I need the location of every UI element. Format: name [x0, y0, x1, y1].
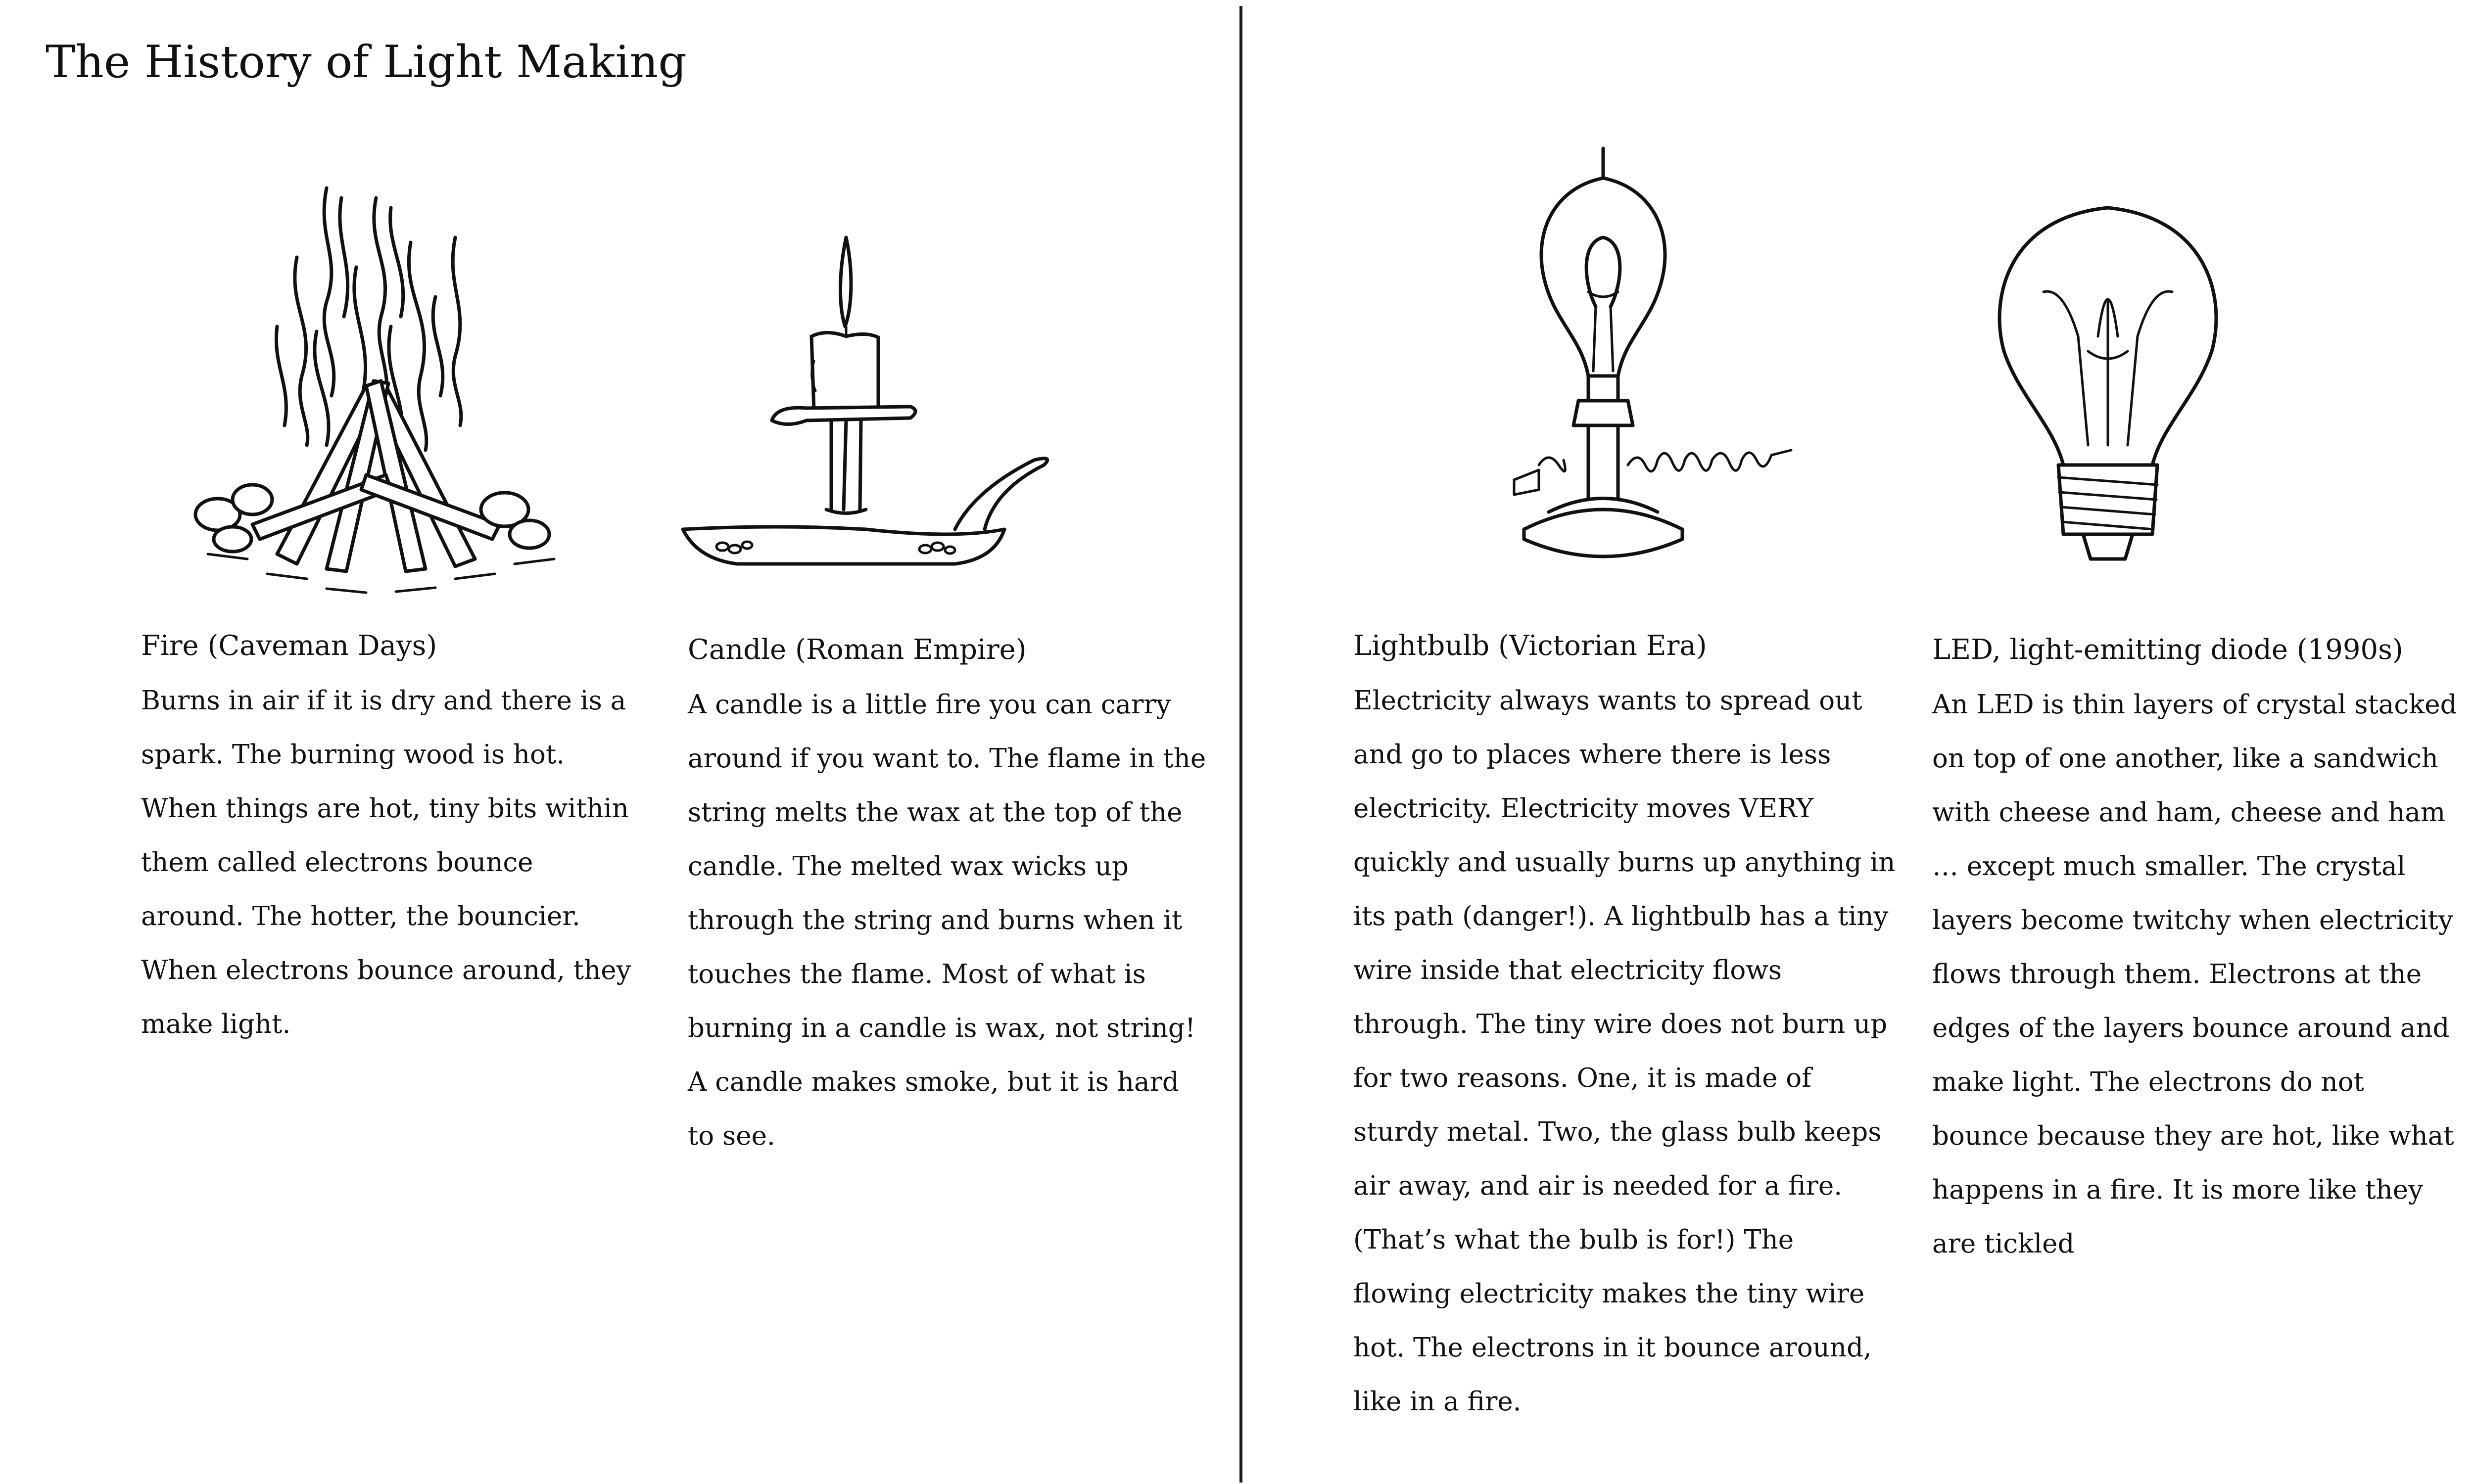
section-heading: Candle (Roman Empire) [688, 634, 1027, 666]
page-title: The History of Light Making [46, 36, 687, 88]
campfire-illustration [178, 168, 574, 603]
section-led [1932, 622, 2467, 1271]
section-text: A candle is a little fire you can carry around if you want to. The flame in the string melts the wax at the top of the candle. The melted wax wicks up through the string and burns when it touches the flame. Most of what is burning in a candle is wax, not string! A candle makes smoke, but it is hard to see. [688, 690, 1206, 1151]
section-fire [141, 618, 636, 1051]
section-heading: Fire (Caveman Days) [141, 630, 437, 662]
section-heading: LED, light-emitting diode (1990s) [1932, 634, 2403, 666]
section-text: Burns in air if it is dry and there is a spark. The burning wood is hot. When things are hot, tiny bits within them called electrons bounce around. The hotter, the bouncier. When electrons bounce around, they make light. [141, 686, 631, 1039]
section-heading: Lightbulb (Victorian Era) [1353, 630, 1707, 662]
center-divider [1239, 6, 1242, 1483]
section-lightbulb [1353, 618, 1898, 1429]
section-candle [688, 622, 1207, 1163]
section-text: Electricity always wants to spread out and go to places where there is less electricity. Electricity moves VERY quickly and usually burns up anything in its path (danger!). A lightbulb has a tiny wire inside that electricity flows through. The tiny wire does not burn up for two reasons. One, it is made of sturdy metal. Two, the glass bulb keeps air away, and air is needed for a fire. (That’s what the bulb is for!) The flowing electricity makes the tiny wire hot. The electrons in it bounce around, like in a fire. [1353, 686, 1896, 1417]
edison-lamp-illustration [1494, 143, 1801, 579]
candle-holder-illustration [678, 232, 1064, 579]
section-text: An LED is thin layers of crystal stacked on top of one another, like a sandwich with cheese and ham, cheese and ham … except much smaller. The crystal layers become twitchy when electricity flows through them. Electrons at the edges of the layers bounce around and make light. The electrons do not bounce because they are hot, like what happens in a fire. It is more like they are tickled [1932, 690, 2457, 1259]
light-bulb-illustration [1989, 188, 2227, 574]
